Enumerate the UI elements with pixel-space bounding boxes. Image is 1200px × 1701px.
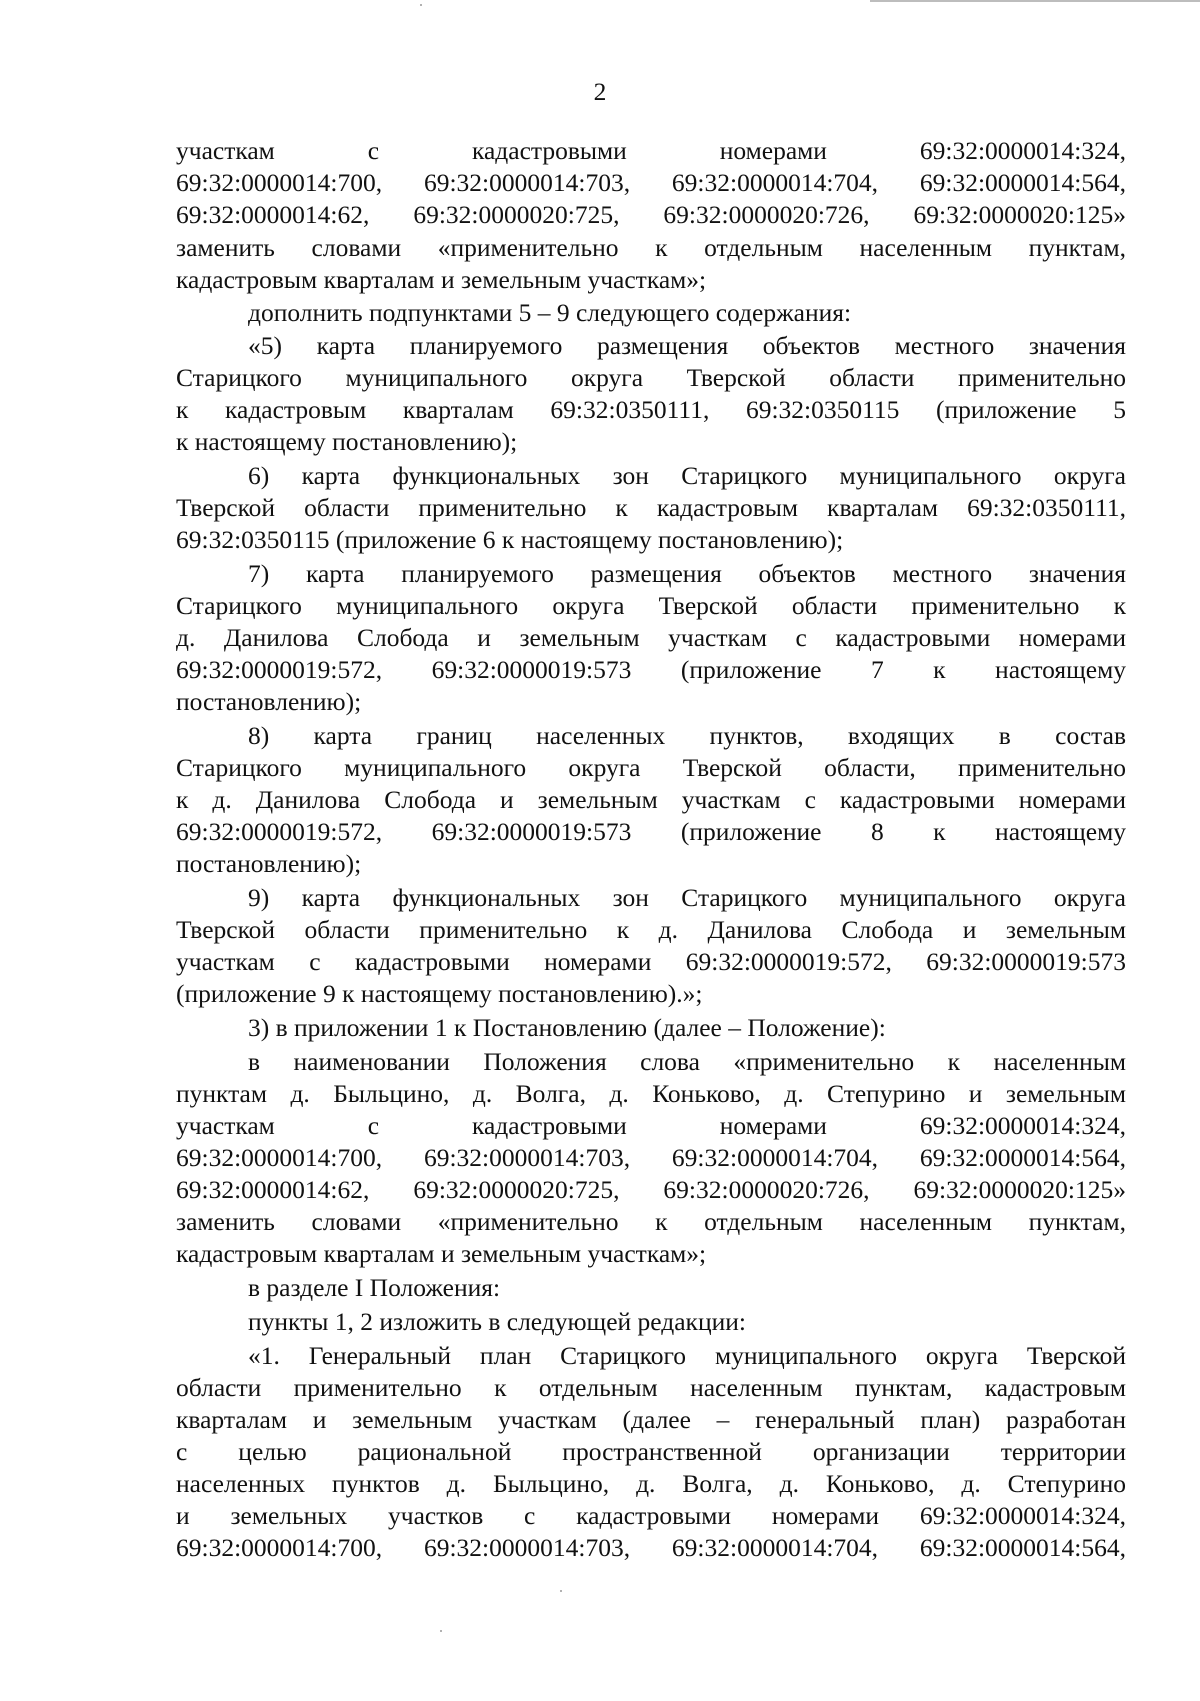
text-line: 8) карта границ населенных пунктов, входящих в состав <box>248 721 1126 750</box>
text-line: населенных пунктов д. Быльцино, д. Волга, д. Коньково, д. Степурино <box>176 1469 1126 1498</box>
text-line: к кадастровым кварталам 69:32:0350111, 69:32:0350115 (приложение 5 <box>176 395 1126 424</box>
text-line: «5) карта планируемого размещения объектов местного значения <box>248 331 1126 360</box>
text-line: д. Данилова Слобода и земельным участкам с кадастровыми номерами <box>176 623 1126 652</box>
text-line: 69:32:0000019:572, 69:32:0000019:573 (приложение 7 к настоящему <box>176 655 1126 684</box>
text-line: к настоящему постановлению); <box>176 427 518 456</box>
text-line: участкам с кадастровыми номерами 69:32:0000019:572, 69:32:0000019:573 <box>176 947 1126 976</box>
text-line: 7) карта планируемого размещения объектов местного значения <box>248 559 1126 588</box>
text-line: (приложение 9 к настоящему постановлению).»; <box>176 979 703 1008</box>
text-line: Тверской области применительно к кадастровым кварталам 69:32:0350111, <box>176 493 1126 522</box>
text-line: Тверской области применительно к д. Данилова Слобода и земельным <box>176 915 1126 944</box>
text-line: участкам с кадастровыми номерами 69:32:0000014:324, <box>176 1111 1126 1140</box>
scan-speck <box>560 1590 562 1592</box>
text-line: и земельных участков с кадастровыми номерами 69:32:0000014:324, <box>176 1501 1126 1530</box>
text-line: к д. Данилова Слобода и земельным участкам с кадастровыми номерами <box>176 785 1126 814</box>
text-line: кадастровым кварталам и земельным участкам»; <box>176 265 707 294</box>
text-line: Старицкого муниципального округа Тверской области применительно <box>176 363 1126 392</box>
text-line: заменить словами «применительно к отдельным населенным пунктам, <box>176 1207 1126 1236</box>
text-line: постановлению); <box>176 849 362 878</box>
text-line: 69:32:0000014:700, 69:32:0000014:703, 69:32:0000014:704, 69:32:0000014:564, <box>176 1143 1126 1172</box>
text-line: 69:32:0000014:700, 69:32:0000014:703, 69:32:0000014:704, 69:32:0000014:564, <box>176 1533 1126 1562</box>
scan-speck <box>440 1630 442 1632</box>
text-line: «1. Генеральный план Старицкого муниципального округа Тверской <box>248 1341 1126 1370</box>
text-line: области применительно к отдельным населенным пунктам, кадастровым <box>176 1373 1126 1402</box>
text-line: 69:32:0000019:572, 69:32:0000019:573 (приложение 8 к настоящему <box>176 817 1126 846</box>
text-line: 9) карта функциональных зон Старицкого муниципального округа <box>248 883 1126 912</box>
text-line: 69:32:0000014:700, 69:32:0000014:703, 69:32:0000014:704, 69:32:0000014:564, <box>176 168 1126 197</box>
text-line: в разделе I Положения: <box>248 1273 501 1302</box>
text-line: кадастровым кварталам и земельным участкам»; <box>176 1239 707 1268</box>
text-line: 69:32:0350115 (приложение 6 к настоящему постановлению); <box>176 525 844 554</box>
page-number: 2 <box>593 77 607 106</box>
text-line: Старицкого муниципального округа Тверской области, применительно <box>176 753 1126 782</box>
text-line: участкам с кадастровыми номерами 69:32:0000014:324, <box>176 136 1126 165</box>
text-line: дополнить подпунктами 5 – 9 следующего содержания: <box>248 298 852 327</box>
scan-speck <box>420 4 422 6</box>
text-line: 69:32:0000014:62, 69:32:0000020:725, 69:32:0000020:726, 69:32:0000020:125» <box>176 1175 1126 1204</box>
text-line: 3) в приложении 1 к Постановлению (далее – Положение): <box>248 1013 886 1042</box>
scan-top-edge <box>870 0 1200 2</box>
text-line: заменить словами «применительно к отдельным населенным пунктам, <box>176 233 1126 262</box>
text-line: с целью рациональной пространственной организации территории <box>176 1437 1126 1466</box>
text-line: постановлению); <box>176 687 362 716</box>
text-line: пункты 1, 2 изложить в следующей редакции: <box>248 1307 746 1336</box>
text-line: в наименовании Положения слова «применительно к населенным <box>248 1047 1126 1076</box>
text-line: 6) карта функциональных зон Старицкого муниципального округа <box>248 461 1126 490</box>
text-line: пунктам д. Быльцино, д. Волга, д. Коньково, д. Степурино и земельным <box>176 1079 1126 1108</box>
text-line: 69:32:0000014:62, 69:32:0000020:725, 69:32:0000020:726, 69:32:0000020:125» <box>176 200 1126 229</box>
text-line: кварталам и земельным участкам (далее – генеральный план) разработан <box>176 1405 1126 1434</box>
text-line: Старицкого муниципального округа Тверской области применительно к <box>176 591 1126 620</box>
